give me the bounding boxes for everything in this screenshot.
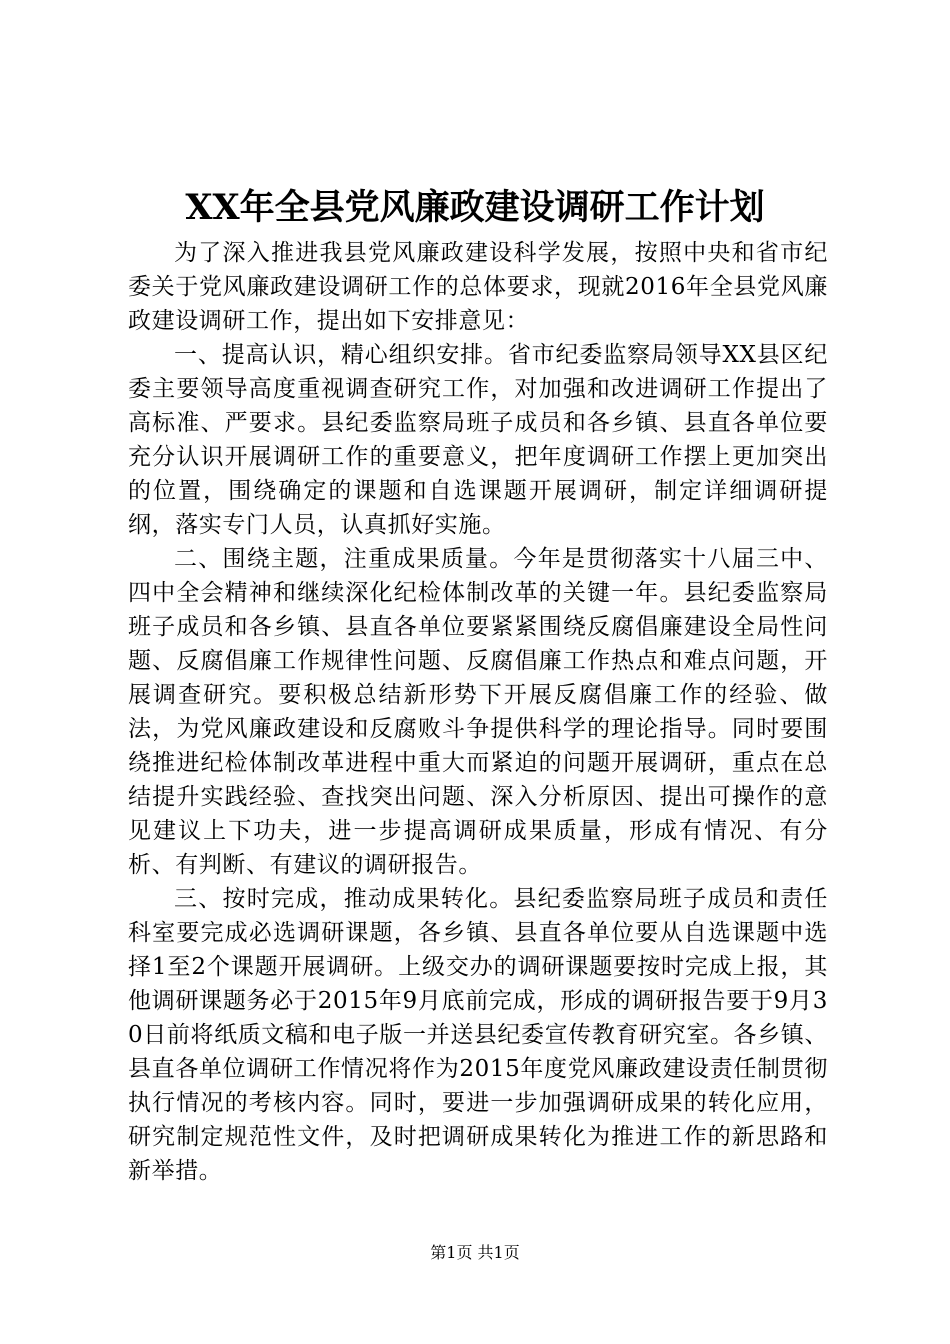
- intro-paragraph: 为了深入推进我县党风廉政建设科学发展，按照中央和省市纪委关于党风廉政建设调研工作的总体要求，现就2016年全县党风廉政建设调研工作，提出如下安排意见：: [128, 240, 828, 334]
- document-title: XX年全县党风廉政建设调研工作计划: [185, 187, 765, 228]
- section-three-paragraph: 三、按时完成，推动成果转化。县纪委监察局班子成员和责任科室要完成必选调研课题，各乡镇、县直各单位要从自选课题中选择1至2个课题开展调研。上级交办的调研课题要按时完成上报，其他调研课题务必于2015年9月底前完成，形成的调研报告要于9月30日前将纸质文稿和电子版一并送县纪委宣传教育研究室。各乡镇、县直各单位调研工作情况将作为2015年度党风廉政建设责任制贯彻执行情况的考核内容。同时，要进一步加强调研成果的转化应用，研究制定规范性文件，及时把调研成果转化为推进工作的新思路和新举措。: [128, 886, 828, 1184]
- section-two-paragraph: 二、围绕主题，注重成果质量。今年是贯彻落实十八届三中、四中全会精神和继续深化纪检体制改革的关键一年。县纪委监察局班子成员和各乡镇、县直各单位要紧紧围绕反腐倡廉建设全局性问题、反腐倡廉工作规律性问题、反腐倡廉工作热点和难点问题，开展调查研究。要积极总结新形势下开展反腐倡廉工作的经验、做法，为党风廉政建设和反腐败斗争提供科学的理论指导。同时要围绕推进纪检体制改革进程中重大而紧迫的问题开展调研，重点在总结提升实践经验、查找突出问题、深入分析原因、提出可操作的意见建议上下功夫，进一步提高调研成果质量，形成有情况、有分析、有判断、有建议的调研报告。: [128, 546, 828, 878]
- page-number-footer: 第1页 共1页: [430, 1243, 520, 1262]
- section-one-paragraph: 一、提高认识，精心组织安排。省市纪委监察局领导XX县区纪委主要领导高度重视调查研究工作，对加强和改进调研工作提出了高标准、严要求。县纪委监察局班子成员和各乡镇、县直各单位要充分认识开展调研工作的重要意义，把年度调研工作摆上更加突出的位置，围绕确定的课题和自选课题开展调研，制定详细调研提纲，落实专门人员，认真抓好实施。: [128, 342, 828, 538]
- document-body: [128, 236, 828, 1188]
